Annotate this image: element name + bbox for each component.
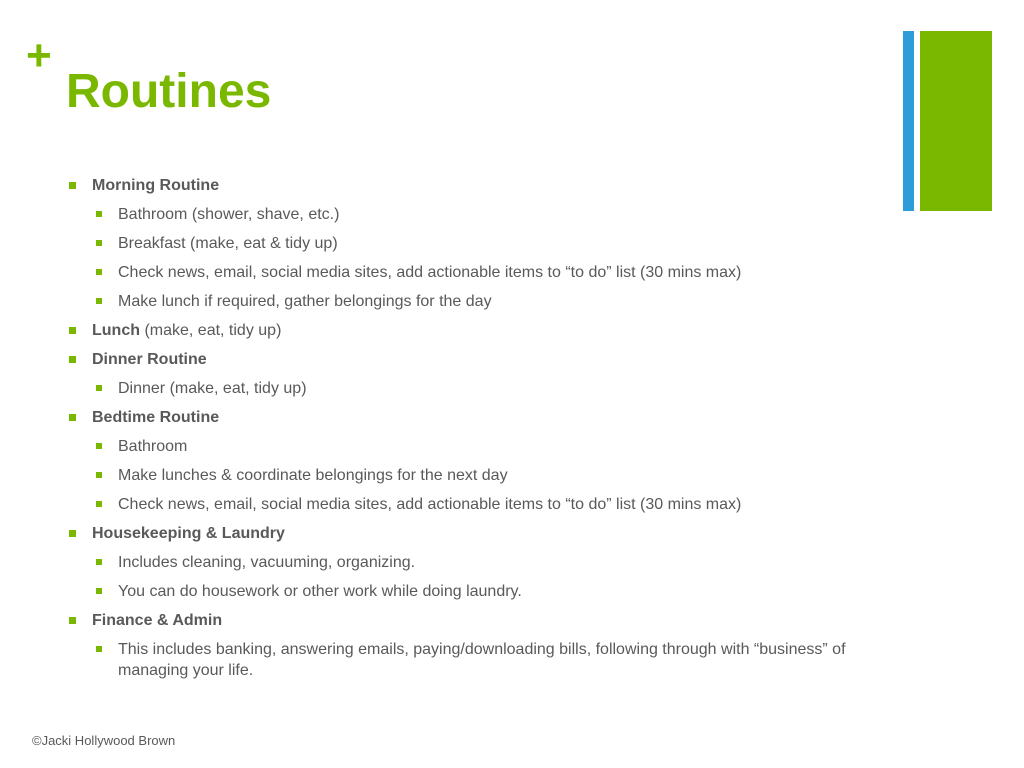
square-bullet-icon (96, 588, 102, 594)
square-bullet-icon (96, 501, 102, 507)
sub-bullet-item (67, 258, 907, 287)
bullet-text: Breakfast (make, eat & tidy up) (118, 235, 338, 252)
bullet-heading: Lunch (92, 322, 140, 339)
bullet-text: Check news, email, social media sites, add actionable items to “to do” list (30 mins max) (118, 264, 742, 281)
sub-bullet-item (67, 200, 907, 229)
bullet-item (67, 345, 907, 374)
sub-bullet-item (67, 374, 907, 403)
bullet-item (67, 519, 907, 548)
bullet-text: (make, eat, tidy up) (140, 322, 282, 339)
square-bullet-icon (96, 240, 102, 246)
bullet-item (67, 403, 907, 432)
square-bullet-icon (96, 559, 102, 565)
square-bullet-icon (96, 443, 102, 449)
accent-bar-green (920, 31, 992, 211)
bullet-heading: Bedtime Routine (92, 409, 220, 426)
bullet-text: Bathroom (shower, shave, etc.) (118, 206, 340, 223)
bullet-list (67, 171, 907, 685)
plus-icon: + (26, 31, 52, 80)
bullet-item (67, 171, 907, 200)
sub-bullet-item (67, 229, 907, 258)
square-bullet-icon (69, 182, 76, 189)
bullet-text: Check news, email, social media sites, add actionable items to “to do” list (30 mins max) (118, 496, 742, 513)
bullet-heading: Morning Routine (92, 177, 220, 194)
sub-bullet-item (67, 461, 907, 490)
bullet-item (67, 606, 907, 635)
square-bullet-icon (69, 414, 76, 421)
bullet-heading: Dinner Routine (92, 351, 207, 368)
bullet-text: Make lunches & coordinate belongings for the next day (118, 467, 508, 484)
bullet-heading: Finance & Admin (92, 612, 223, 629)
sub-bullet-item (67, 548, 907, 577)
sub-bullet-item (67, 577, 907, 606)
square-bullet-icon (96, 385, 102, 391)
sub-bullet-item (67, 635, 907, 685)
sub-bullet-item (67, 432, 907, 461)
square-bullet-icon (69, 530, 76, 537)
bullet-heading: Housekeeping & Laundry (92, 525, 285, 542)
square-bullet-icon (96, 472, 102, 478)
slide-title: Routines (66, 65, 272, 118)
square-bullet-icon (96, 269, 102, 275)
bullet-text: You can do housework or other work while doing laundry. (118, 583, 522, 600)
sub-bullet-item (67, 490, 907, 519)
square-bullet-icon (69, 327, 76, 334)
bullet-text: Includes cleaning, vacuuming, organizing. (118, 554, 416, 571)
bullet-text: Dinner (make, eat, tidy up) (118, 380, 307, 397)
bullet-item (67, 316, 907, 345)
square-bullet-icon (96, 298, 102, 304)
copyright-footer: ©Jacki Hollywood Brown (32, 733, 176, 748)
square-bullet-icon (69, 356, 76, 363)
bullet-text: Make lunch if required, gather belongings for the day (118, 293, 492, 310)
sub-bullet-item (67, 287, 907, 316)
bullet-text: This includes banking, answering emails, paying/downloading bills, following through with “business” of managing your life. (118, 641, 846, 679)
square-bullet-icon (96, 211, 102, 217)
bullet-text: Bathroom (118, 438, 188, 455)
square-bullet-icon (69, 617, 76, 624)
square-bullet-icon (96, 646, 102, 652)
